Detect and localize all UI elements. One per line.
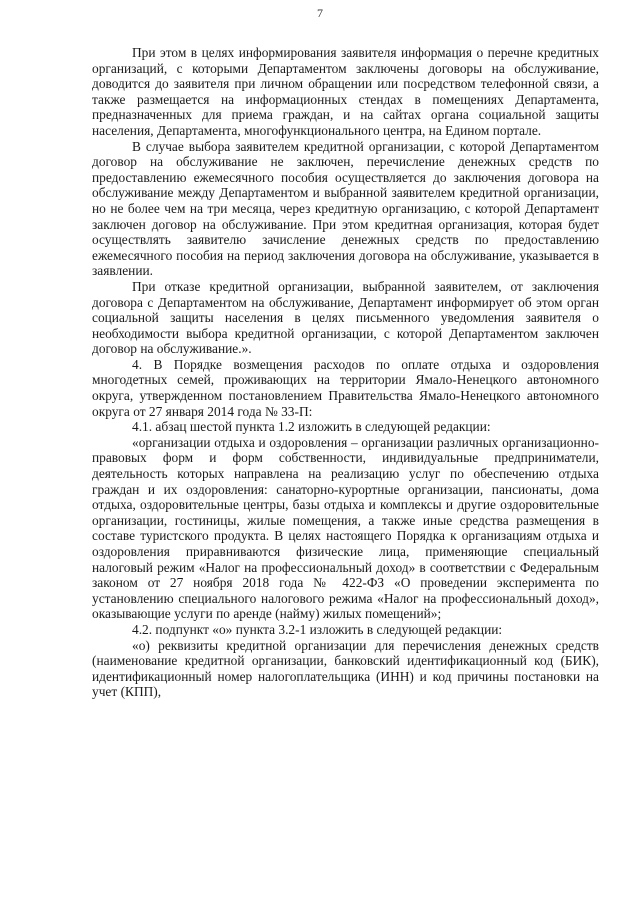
paragraph-creditor-refusal: При отказе кредитной организации, выбранной заявителем, от заключения договора с Департаментом на обслуживание, Департамент информирует об этом орган социальной защиты населения в целях письменного уведомления заявителя о необходимости выбора кредитной организации, с которой Департаментом заключен договор на обслуживание.». <box>92 278 599 357</box>
paragraph-section-4: 4. В Порядке возмещения расходов по оплате отдыха и оздоровления многодетных семей, проживающих на территории Ямало-Ненецкого автономного округа, утвержденном постановлением Правительства Ямало-Ненецкого автономного округа от 27 января 2014 года № 33-П: <box>92 356 599 419</box>
paragraph-section-4-1: 4.1. абзац шестой пункта 1.2 изложить в следующей редакции: <box>132 419 491 435</box>
paragraph-section-4-2: 4.2. подпункт «о» пункта 3.2-1 изложить в следующей редакции: <box>132 621 503 637</box>
document-body <box>92 45 599 700</box>
paragraph-definition-organizations: «организации отдыха и оздоровления – организации различных организационно-правовых форм и форм собственности, индивидуальные предприниматели, деятельность которых направлена на реализацию услуг по обеспечению отдыха граждан и их оздоровления: санаторно-курортные организации, пансионаты, дома отдыха, оздоровительные центры, базы отдыха и комплексы и другие оздоровительные организации, гостиницы, жилые помещения, а также иные средства размещения в составе туристского продукта. В целях настоящего Порядка к организациям отдыха и оздоровления приравниваются физические лица, применяющие специальный налоговый режим «Налог на профессиональный доход» в соответствии с Федеральным законом от 27 ноября 2018 года № 422-ФЗ «О проведении эксперимента по установлению специального налогового режима «Налог на профессиональный доход», оказывающие услуги по аренде (найму) жилых помещений»; <box>92 434 599 622</box>
page-number: 7 <box>317 6 323 20</box>
paragraph-creditor-choice: В случае выбора заявителем кредитной организации, с которой Департаментом договор на обслуживание не заключен, перечисление денежных средств по предоставлению ежемесячного пособия осуществляется до заключения договора на обслуживание между Департаментом и выбранной заявителем кредитной организации, но не более чем на три месяца, через кредитную организацию, с которой Департамент заключен договор на обслуживание. При этом кредитная организация, которая будет осуществлять заявителю зачисление денежных средств по предоставлению ежемесячного пособия на период заключения договора на обслуживание, указывается в заявлении. <box>92 138 599 279</box>
paragraph-subitem-o: «о) реквизиты кредитной организации для перечисления денежных средств (наименование кредитной организации, банковский идентификационный код (БИК), идентификационный номер налогоплательщика (ИНН) и код причины постановки на учет (КПП), <box>92 637 599 700</box>
paragraph-creditor-info: При этом в целях информирования заявителя информация о перечне кредитных организаций, с которыми Департаментом заключены договоры на обслуживание, доводится до заявителя при личном обращении или посредством телефонной связи, а также размещается на информационных стендах в помещениях Департамента, предназначенных для приема граждан, и на сайтах органа социальной защиты населения, Департамента, многофункционального центра, на Едином портале. <box>92 45 599 138</box>
